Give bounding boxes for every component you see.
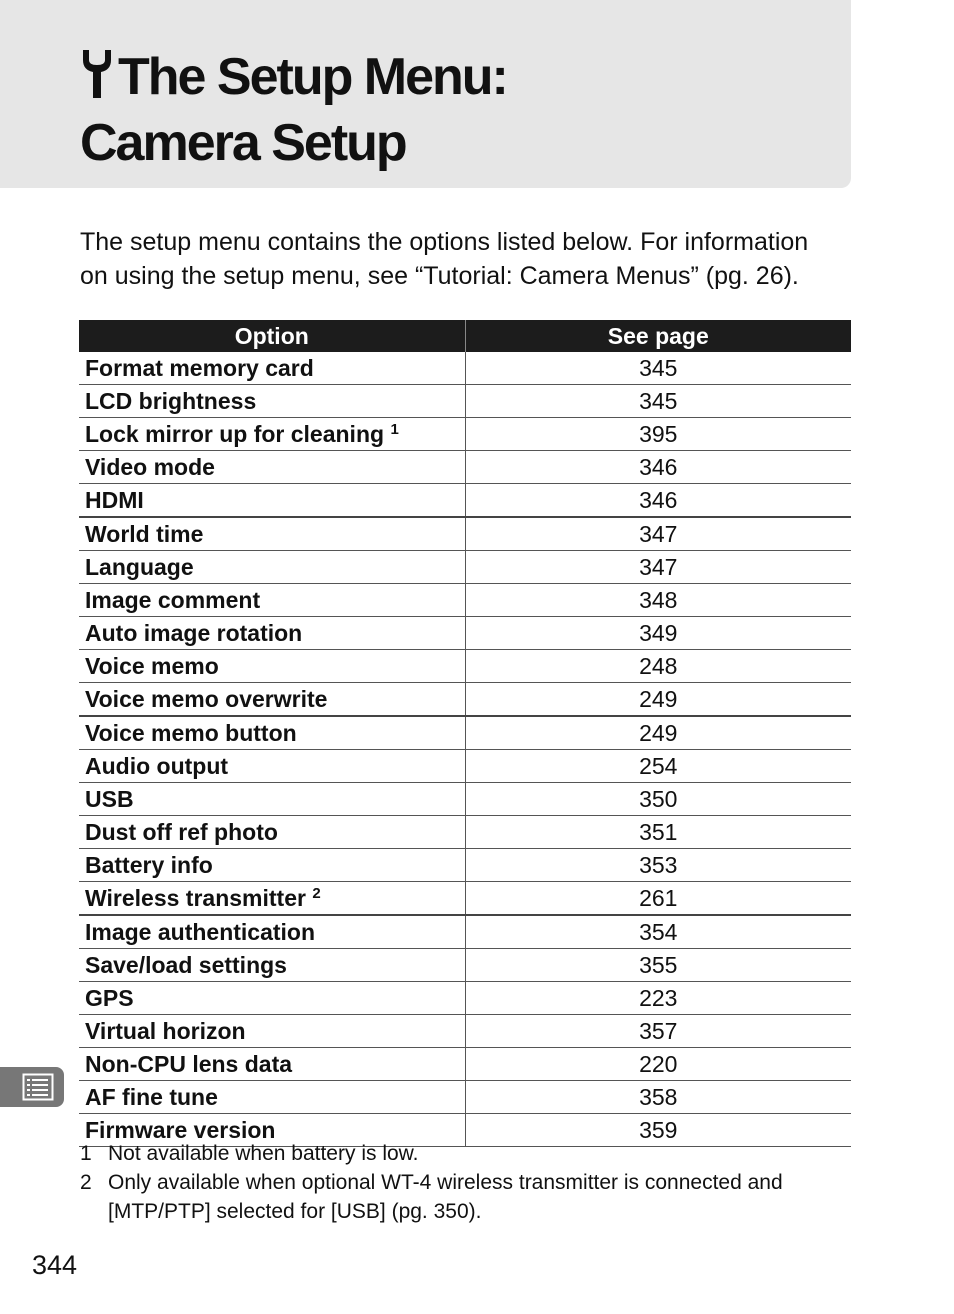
option-label: USB [85,785,134,812]
intro-paragraph: The setup menu contains the options listed below. For information on using the setup menu, see “Tutorial: Camera Menus” (pg. 26). [80,228,809,290]
footnote-text: Not available when battery is low. [108,1142,419,1165]
page-cell: 355 [465,949,851,982]
option-cell [79,451,465,484]
option-label: Voice memo [85,652,219,679]
option-cell [79,1048,465,1081]
option-label: HDMI [85,486,144,513]
table-row [79,849,851,882]
footnotes [80,1139,860,1226]
option-cell [79,982,465,1015]
option-label: World time [85,520,204,547]
option-label: AF fine tune [85,1083,218,1110]
title-line-2: Camera Setup [80,114,406,172]
table-row [79,650,851,683]
page-cell: 249 [465,716,851,750]
footnote-number: 2 [80,1171,92,1194]
option-label: Auto image rotation [85,619,303,646]
page-cell: 346 [465,484,851,518]
option-cell [79,683,465,717]
option-cell [79,617,465,650]
option-label: Format memory card [85,354,314,381]
page-cell: 223 [465,982,851,1015]
option-cell [79,385,465,418]
option-cell [79,915,465,949]
option-label: Voice memo button [85,719,297,746]
footnote-number: 1 [80,1142,92,1165]
option-label: Image comment [85,586,261,613]
page-cell: 254 [465,750,851,783]
page-cell: 346 [465,451,851,484]
footnote-marker: 1 [390,420,399,438]
table-body [79,352,851,1147]
option-label: GPS [85,984,134,1011]
option-cell [79,517,465,551]
footnote-marker: 2 [312,884,321,902]
page-cell: 347 [465,551,851,584]
table-row [79,617,851,650]
table-row [79,982,851,1015]
option-label: Firmware version [85,1116,276,1143]
footnote-text: Only available when optional WT-4 wireless transmitter is connected and [MTP/PTP] selected for [USB] (pg. 350). [108,1171,783,1223]
section-tab [0,1067,64,1107]
page-cell: 354 [465,915,851,949]
page-cell: 353 [465,849,851,882]
title-line-1 [80,44,507,110]
option-label: Non-CPU lens data [85,1050,293,1077]
page-cell: 359 [465,1114,851,1147]
option-label: Audio output [85,752,229,779]
option-label: Virtual horizon [85,1017,246,1044]
option-label: LCD brightness [85,387,257,414]
table-row [79,683,851,717]
option-label: Save/load settings [85,951,287,978]
option-label: Voice memo overwrite [85,685,328,712]
option-cell [79,551,465,584]
table-row [79,1081,851,1114]
footnote [80,1168,860,1226]
option-cell [79,584,465,617]
page-cell: 345 [465,385,851,418]
option-cell [79,484,465,518]
option-cell [79,816,465,849]
option-cell [79,418,465,451]
table-row [79,716,851,750]
option-cell [79,1015,465,1048]
table-row [79,949,851,982]
page-cell: 220 [465,1048,851,1081]
table-row [79,783,851,816]
option-label: Image authentication [85,918,316,945]
page-cell: 350 [465,783,851,816]
table-row [79,816,851,849]
table-row [79,882,851,916]
table-row [79,1048,851,1081]
page-cell: 358 [465,1081,851,1114]
footnote [80,1139,860,1168]
option-label: Video mode [85,453,215,480]
table-row [79,418,851,451]
page-cell: 349 [465,617,851,650]
table-row [79,750,851,783]
menu-list-icon [22,1073,54,1101]
table-row [79,584,851,617]
page-number: 344 [32,1250,78,1280]
table-row [79,1015,851,1048]
table-row [79,915,851,949]
option-cell [79,716,465,750]
table-row [79,385,851,418]
table-header-row [79,320,851,352]
option-cell [79,882,465,916]
option-cell [79,949,465,982]
table-row [79,551,851,584]
option-label: Battery info [85,851,213,878]
table-row [79,451,851,484]
column-header-option: Option [79,320,465,352]
title-text-1: The Setup Menu: [118,48,507,106]
page-cell: 249 [465,683,851,717]
page-cell: 261 [465,882,851,916]
option-label: Wireless transmitter [85,884,306,911]
option-cell [79,783,465,816]
page-title [80,44,507,176]
page-cell: 248 [465,650,851,683]
table-row [79,352,851,385]
page-cell: 357 [465,1015,851,1048]
column-header-page: See page [465,320,851,352]
table-row [79,484,851,518]
wrench-icon [80,48,114,100]
table-row [79,517,851,551]
option-label: Language [85,553,194,580]
options-table [79,320,851,1147]
page-cell: 351 [465,816,851,849]
option-label: Lock mirror up for cleaning [85,420,385,447]
page-cell: 348 [465,584,851,617]
option-cell [79,1081,465,1114]
page-cell: 347 [465,517,851,551]
option-label: Dust off ref photo [85,818,278,845]
page-cell: 395 [465,418,851,451]
option-cell [79,650,465,683]
option-cell [79,352,465,385]
option-cell [79,750,465,783]
page-cell: 345 [465,352,851,385]
option-cell [79,849,465,882]
